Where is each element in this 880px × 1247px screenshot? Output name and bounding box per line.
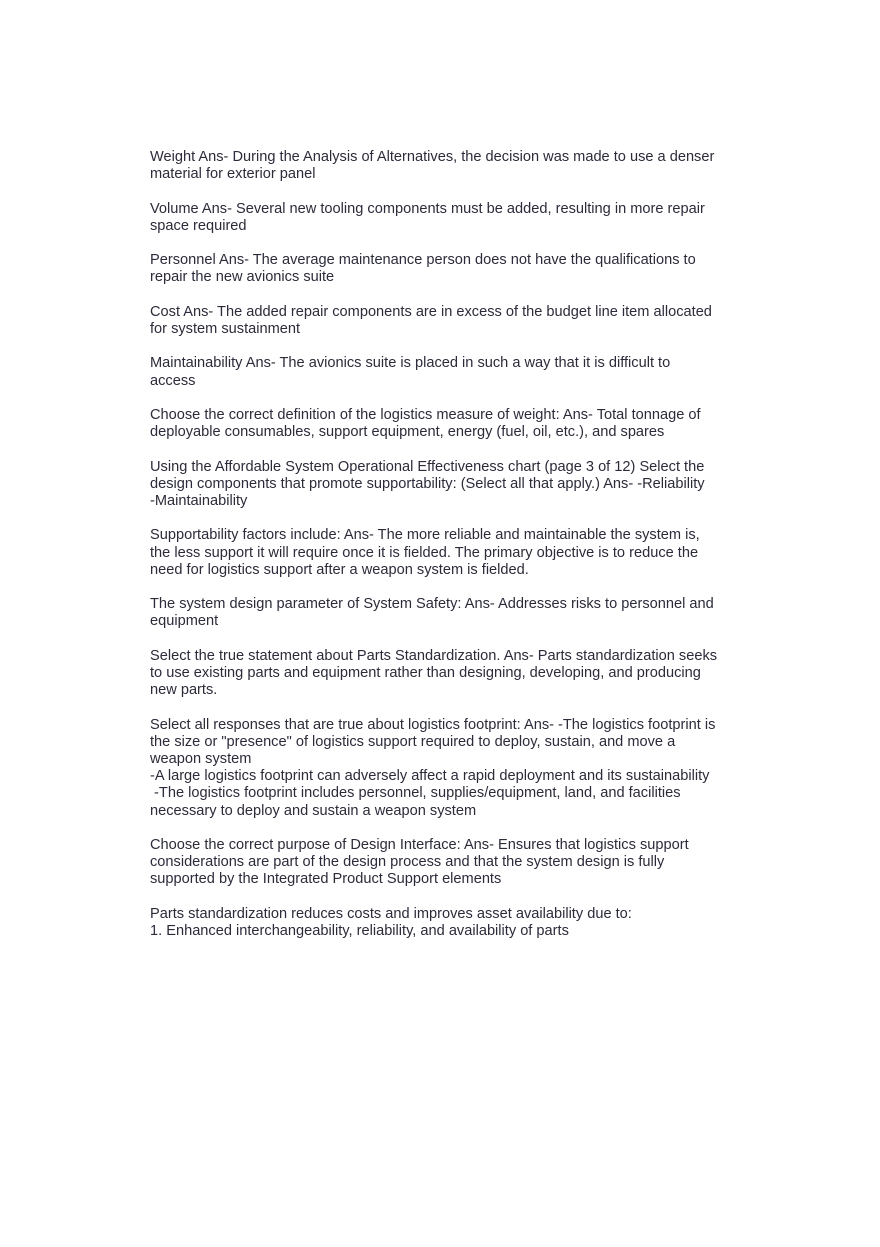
text-line: material for exterior panel xyxy=(150,166,316,183)
text-line: Supportability factors include: Ans- The more reliable and maintainable the system is, xyxy=(150,527,700,544)
qa-logistics-footprint xyxy=(150,717,750,820)
text-line: -The logistics footprint includes personnel, supplies/equipment, land, and facilities xyxy=(150,785,681,802)
qa-supportability-components xyxy=(150,459,750,511)
text-line: access xyxy=(150,372,196,389)
text-line: Personnel Ans- The average maintenance person does not have the qualifications to xyxy=(150,252,696,269)
text-line: the size or "presence" of logistics support required to deploy, sustain, and move a xyxy=(150,733,676,750)
text-line: deployable consumables, support equipment, energy (fuel, oil, etc.), and spares xyxy=(150,424,665,441)
qa-cost xyxy=(150,304,750,338)
qa-system-safety xyxy=(150,596,750,630)
text-line: -Maintainability xyxy=(150,492,248,509)
text-line: repair the new avionics suite xyxy=(150,269,335,286)
qa-parts-standardization-benefits xyxy=(150,906,750,940)
text-line: Choose the correct definition of the logistics measure of weight: Ans- Total tonnage of xyxy=(150,406,701,423)
text-line: equipment xyxy=(150,613,219,630)
qa-maintainability xyxy=(150,355,750,389)
text-line: Using the Affordable System Operational Effectiveness chart (page 3 of 12) Select the xyxy=(150,458,705,475)
qa-parts-standardization xyxy=(150,648,750,700)
qa-weight xyxy=(150,149,750,183)
qa-supportability-factors xyxy=(150,527,750,579)
qa-volume xyxy=(150,201,750,235)
text-line: Select the true statement about Parts Standardization. Ans- Parts standardization seeks xyxy=(150,647,718,664)
text-line: necessary to deploy and sustain a weapon system xyxy=(150,802,477,819)
text-line: Volume Ans- Several new tooling components must be added, resulting in more repair xyxy=(150,200,705,217)
text-line: 1. Enhanced interchangeability, reliability, and availability of parts xyxy=(150,922,569,939)
text-line: Cost Ans- The added repair components are in excess of the budget line item allocated xyxy=(150,303,712,320)
text-line: The system design parameter of System Safety: Ans- Addresses risks to personnel and xyxy=(150,596,714,613)
text-line: Choose the correct purpose of Design Interface: Ans- Ensures that logistics support xyxy=(150,836,689,853)
text-line: need for logistics support after a weapon system is fielded. xyxy=(150,561,529,578)
qa-design-interface xyxy=(150,837,750,889)
text-line: weapon system xyxy=(150,750,252,767)
text-line: supported by the Integrated Product Support elements xyxy=(150,871,502,888)
text-line: new parts. xyxy=(150,682,218,699)
text-line: space required xyxy=(150,217,247,234)
text-line: Maintainability Ans- The avionics suite is placed in such a way that it is difficult to xyxy=(150,355,671,372)
text-line: the less support it will require once it is fielded. The primary objective is to reduce the xyxy=(150,544,699,561)
text-line: design components that promote supportability: (Select all that apply.) Ans- -Reliability xyxy=(150,475,705,492)
text-line: Select all responses that are true about logistics footprint: Ans- -The logistics footprint is xyxy=(150,716,716,733)
text-line: considerations are part of the design process and that the system design is fully xyxy=(150,854,665,871)
text-line: Weight Ans- During the Analysis of Alternatives, the decision was made to use a denser xyxy=(150,149,715,165)
text-line: Parts standardization reduces costs and improves asset availability due to: xyxy=(150,905,632,922)
text-line: to use existing parts and equipment rather than designing, developing, and producing xyxy=(150,664,701,681)
text-line: -A large logistics footprint can adversely affect a rapid deployment and its sustainability xyxy=(150,768,710,785)
qa-personnel xyxy=(150,252,750,286)
text-line: for system sustainment xyxy=(150,320,301,337)
qa-weight-definition xyxy=(150,407,750,441)
document-body xyxy=(150,149,750,957)
